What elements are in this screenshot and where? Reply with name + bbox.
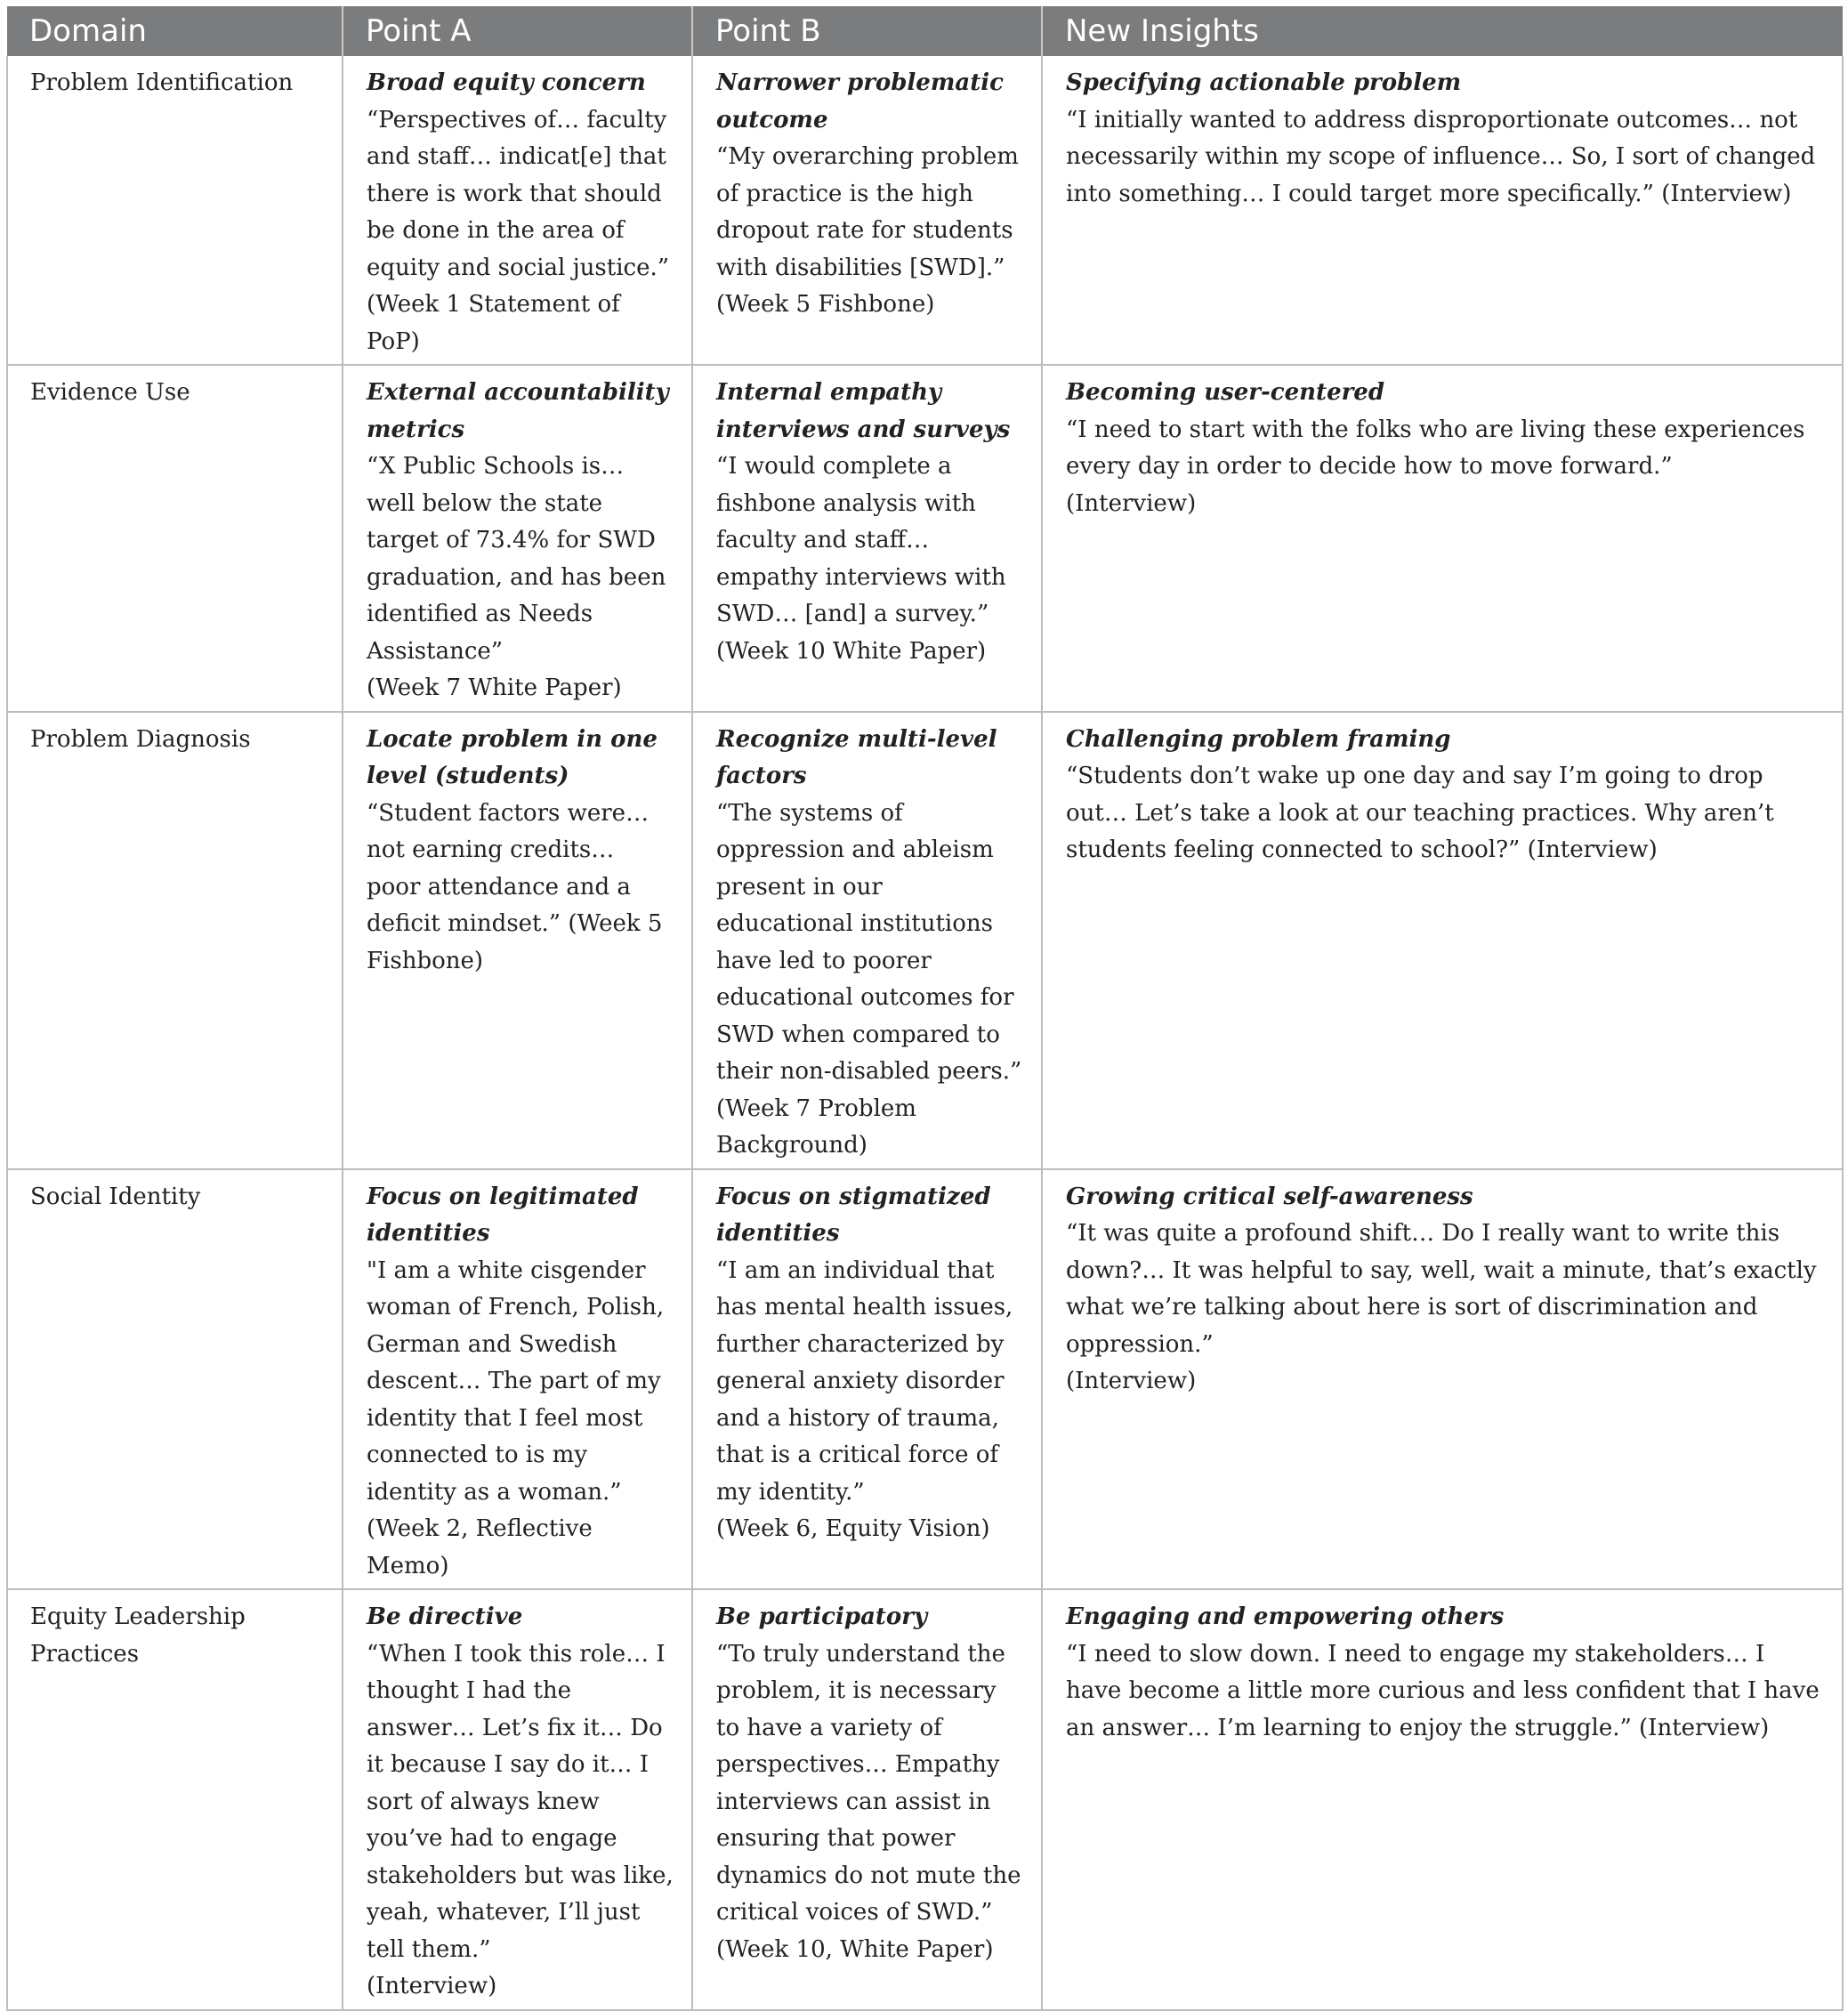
comparison-table (6, 6, 1844, 2011)
table-row (7, 56, 1843, 365)
point-a-source: (Week 1 Statement of PoP) (367, 291, 620, 355)
point-b-source: (Week 10, White Paper) (716, 1935, 994, 1963)
point-b-cell (692, 56, 1042, 365)
new-insights-source: (Interview) (1527, 836, 1658, 863)
header-point-a: Point A (343, 6, 692, 56)
point-a-label: Locate problem in one level (students) (367, 725, 658, 789)
point-a-source: (Week 7 White Paper) (367, 674, 622, 701)
new-insights-quote: “I initially wanted to address disproportionate outcomes… not necessarily within my scope of influence… So, I sort of changed into something… I could target more specifically.” (1066, 106, 1816, 207)
new-insights-quote: “It was quite a profound shift… Do I really want to write this down?… It was helpful to say, well, wait a minute, that’s exactly what we’re talking about here is sort of discrimination and oppression.” (1066, 1220, 1817, 1358)
new-insights-label: Growing critical self-awareness (1066, 1183, 1473, 1210)
point-b-source: (Week 10 White Paper) (716, 637, 987, 665)
point-a-quote: “When I took this role… I thought I had the answer… Let’s fix it… Do it because I say do it… I sort of always knew you’ve had to engage stakeholders but was like, yeah, whatever, I’ll just tell them.” (367, 1640, 674, 1963)
new-insights-quote: “I need to slow down. I need to engage my stakeholders… I have become a little more curious and less confident that I have an answer… I’m learning to enjoy the struggle.” (1066, 1640, 1820, 1741)
table-body (7, 56, 1843, 2010)
point-b-label: Narrower problematic outcome (716, 69, 1004, 133)
new-insights-label: Specifying actionable problem (1066, 69, 1462, 96)
point-b-source: (Week 7 Problem Background) (716, 1094, 916, 1159)
point-a-quote: “X Public Schools is… well below the state target of 73.4% for SWD graduation, and has been identified as Needs Assistance” (367, 453, 666, 665)
point-a-cell (343, 365, 692, 712)
point-a-label: Broad equity concern (367, 69, 646, 96)
new-insights-label: Becoming user-centered (1066, 379, 1385, 406)
new-insights-source: (Interview) (1661, 180, 1792, 207)
point-a-quote: “Perspectives of… faculty and staff… indicat[e] that there is work that should be done in the area of equity and social justice.” (367, 106, 670, 281)
point-a-cell (343, 56, 692, 365)
domain-cell: Problem Diagnosis (7, 712, 343, 1169)
table-row (7, 712, 1843, 1169)
point-b-cell (692, 1169, 1042, 1590)
header-new-insights: New Insights (1042, 6, 1843, 56)
table-row (7, 365, 1843, 712)
domain-cell: Social Identity (7, 1169, 343, 1590)
new-insights-source: (Interview) (1066, 489, 1197, 517)
domain-cell: Equity Leadership Practices (7, 1589, 343, 2010)
header-domain: Domain (7, 6, 343, 56)
domain-cell: Evidence Use (7, 365, 343, 712)
point-b-quote: “My overarching problem of practice is the high dropout rate for students with disabilities [SWD].” (716, 143, 1019, 281)
point-b-label: Be participatory (716, 1603, 928, 1630)
new-insights-source: (Interview) (1639, 1714, 1770, 1741)
point-a-source: (Week 2, Reflective Memo) (367, 1515, 593, 1579)
new-insights-cell (1042, 1589, 1843, 2010)
new-insights-cell (1042, 712, 1843, 1169)
new-insights-quote: “Students don’t wake up one day and say I’m going to drop out… Let’s take a look at our teaching practices. Why aren’t students feeling connected to school?” (1066, 763, 1774, 863)
point-a-quote: “Student factors were… not earning credits… poor attendance and a deficit mindset.” (367, 799, 650, 937)
point-b-quote: “I would complete a fishbone analysis with faculty and staff… empathy interviews with SWD… [and] a survey.” (716, 453, 1006, 627)
new-insights-cell (1042, 1169, 1843, 1590)
point-b-source: (Week 6, Equity Vision) (716, 1515, 990, 1542)
new-insights-quote: “I need to start with the folks who are living these experiences every day in order to decide how to move forward.” (1066, 416, 1805, 480)
point-b-cell (692, 365, 1042, 712)
header-row (7, 6, 1843, 56)
domain-cell: Problem Identification (7, 56, 343, 365)
point-a-cell (343, 1169, 692, 1590)
point-a-label: Focus on legitimated identities (367, 1183, 639, 1247)
point-b-cell (692, 712, 1042, 1169)
point-a-cell (343, 1589, 692, 2010)
point-a-quote: "I am a white cisgender woman of French, Polish, German and Swedish descent… The part of my identity that I feel most connected to is my identity as a woman.” (367, 1256, 665, 1506)
new-insights-cell (1042, 56, 1843, 365)
point-b-label: Focus on stigmatized identities (716, 1183, 991, 1247)
new-insights-label: Challenging problem framing (1066, 725, 1451, 753)
header-point-b: Point B (692, 6, 1042, 56)
point-b-quote: “I am an individual that has mental health issues, further characterized by general anxiety disorder and a history of trauma, that is a critical force of my identity.” (716, 1256, 1013, 1506)
point-b-quote: “The systems of oppression and ableism present in our educational institutions have led to poorer educational outcomes for SWD when compared to their non-disabled peers.” (716, 799, 1022, 1085)
table-row (7, 1589, 1843, 2010)
point-b-quote: “To truly understand the problem, it is necessary to have a variety of perspectives… Empathy interviews can assist in ensuring that power dynamics do not mute the critical voices of SWD.” (716, 1640, 1021, 1926)
point-b-cell (692, 1589, 1042, 2010)
point-a-source: (Interview) (367, 1973, 497, 1999)
table-header (7, 6, 1843, 56)
table-row (7, 1169, 1843, 1590)
new-insights-cell (1042, 365, 1843, 712)
point-a-label: Be directive (367, 1603, 523, 1630)
new-insights-label: Engaging and empowering others (1066, 1603, 1505, 1630)
point-a-source: (Week 5 Fishbone) (367, 910, 663, 974)
point-b-source: (Week 5 Fishbone) (716, 291, 935, 318)
point-a-cell (343, 712, 692, 1169)
point-a-label: External accountability metrics (367, 379, 669, 443)
point-b-label: Recognize multi-level factors (716, 725, 997, 789)
point-b-label: Internal empathy interviews and surveys (716, 379, 1011, 443)
new-insights-source: (Interview) (1066, 1368, 1197, 1394)
